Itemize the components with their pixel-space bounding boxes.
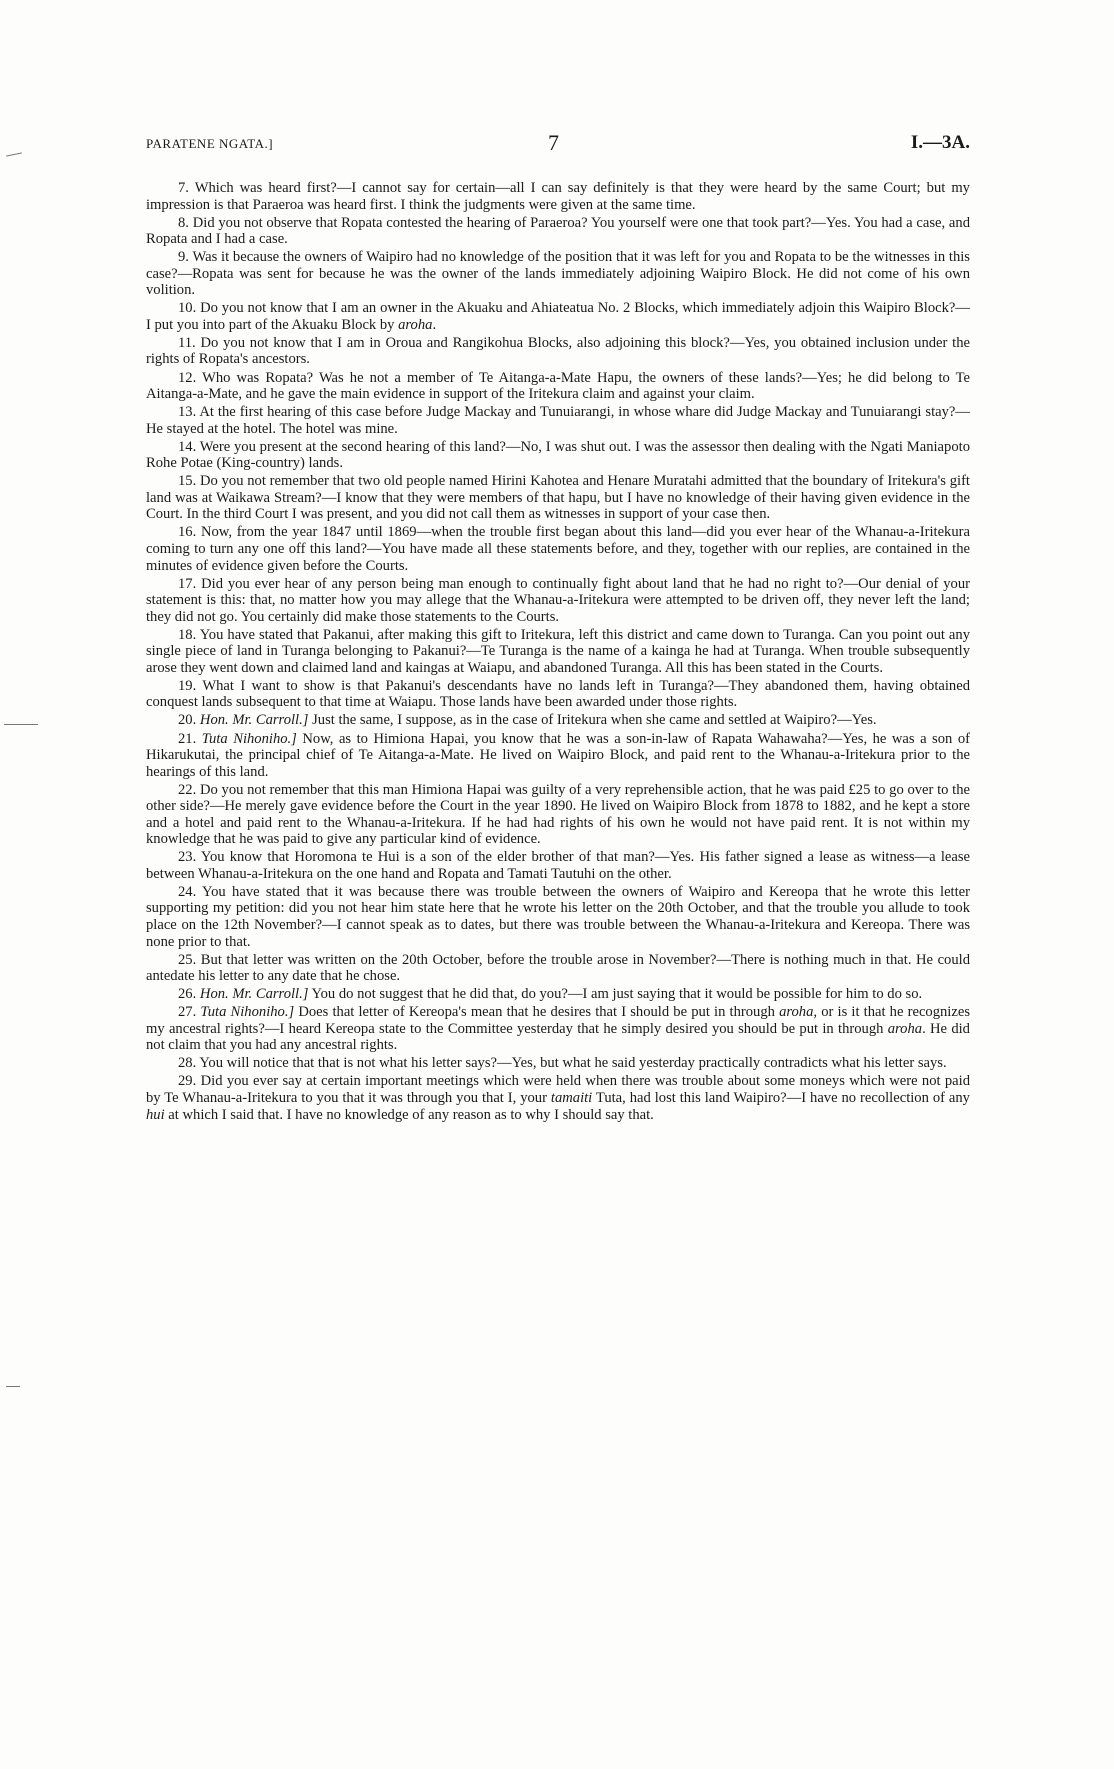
paragraph-19: 19. What I want to show is that Pakanui's descendants have no lands left in Turanga?—They abandoned them, having obtained conquest lands subsequent to that time at Waiapu. Those lands have been awarded under those rights. bbox=[146, 677, 971, 711]
paragraph-22: 22. Do you not remember that this man Himiona Hapai was guilty of a very reprehensible action, that he was paid £25 to go over to the other side?—He merely gave evidence before the Court in the year 1890. He lived on Waipiro Block from 1878 to 1882, and he kept a store and a hotel and paid rent to the Whanau-a-Iritekura. If he had had rights of his own he would not have paid rent. It is not within my knowledge that he was paid to give any particular kind of evidence. bbox=[146, 781, 970, 848]
paragraph-24: 24. You have stated that it was because there was trouble between the owners of Waipiro and Kereopa that he wrote this letter supporting my petition: did you not hear him state here that he wrote his letter on the 20th October, and that the trouble you allude to took place on the 12th November?—I cannot speak as to dates, but there was trouble between the Whanau-a-Iritekura and Kereopa. There was none prior to that. bbox=[146, 883, 970, 950]
paragraph-18: 18. You have stated that Pakanui, after making this gift to Iritekura, left this district and came down to Turanga. Can you point out any single piece of land in Turanga belonging to Pakanui?—Te Turanga is the name of a kainga he had at Turanga. When trouble subsequently arose they went down and claimed land and kaingas at Waiapu, and abandoned Turanga. All this has been stated in the Courts. bbox=[146, 626, 971, 676]
document-body bbox=[146, 180, 970, 1125]
page-header bbox=[146, 130, 970, 154]
speaker-label: Hon. Mr. Carroll.] bbox=[199, 712, 309, 729]
paragraph-10: 10. Do you not know that I am an owner in the Akuaku and Ahiateatua No. 2 Blocks, which immediately adjoin this Waipiro Block?—I put you into part of the Akuaku Block by aroha. bbox=[146, 300, 970, 333]
paragraph-14: 14. Were you present at the second hearing of this land?—No, I was shut out. I was the assessor then dealing with the Ngati Maniapoto Rohe Potae (King-country) lands. bbox=[146, 438, 970, 472]
speaker-label: Tuta Nihoniho.] bbox=[201, 730, 297, 747]
margin-mark bbox=[4, 724, 38, 725]
paragraph-8: 8. Did you not observe that Ropata contested the hearing of Paraeroa? You yourself were one that took part?—Yes. You had a case, and Ropata and I had a case. bbox=[146, 214, 970, 248]
paragraph-12: 12. Who was Ropata? Was he not a member of Te Aitanga-a-Mate Hapu, the owners of these lands?—Yes; he did belong to Te Aitanga-a-Mate, and he gave the main evidence in support of the Iritekura claim and against your claim. bbox=[146, 369, 970, 403]
document-reference: I.—3A. bbox=[910, 132, 970, 153]
paragraph-29: 29. Did you ever say at certain important meetings which were held when there was trouble about some moneys which were not paid by Te Whanau-a-Iritekura to you that it was through you that I, your tamaiti Tuta, had lost this land Waipiro?—I have no recollection of any hui at which I said that. I have no knowledge of any reason as to why I should say that. bbox=[146, 1073, 970, 1123]
paragraph-23: 23. You know that Horomona te Hui is a son of the elder brother of that man?—Yes. His father signed a lease as witness—a lease between Whanau-a-Iritekura on the one hand and Ropata and Tamati Tautuhi on the other. bbox=[146, 849, 970, 882]
paragraph-21: 21. Tuta Nihoniho.] Now, as to Himiona Hapai, you know that he was a son-in-law of Rapata Wahawaha?—Yes, he was a son of Hikarukutai, the principal chief of Te Aitanga-a-Mate. He lived on Waipiro Block, and paid rent to the Whanau-a-Iritekura prior to the hearings of this land. bbox=[146, 730, 970, 780]
paragraph-7: 7. Which was heard first?—I cannot say for certain—all I can say definitely is that they were heard by the same Court; but my impression is that Paraeroa was heard first. I think the judgments were given at the same time. bbox=[146, 180, 970, 213]
margin-mark bbox=[6, 152, 22, 156]
paragraph-20: 20. Hon. Mr. Carroll.] Just the same, I suppose, as in the case of Iritekura when she came and settled at Waipiro?—Yes. bbox=[178, 712, 877, 729]
page-number: 7 bbox=[548, 130, 559, 155]
paragraph-16: 16. Now, from the year 1847 until 1869—when the trouble first began about this land—did you ever hear of the Whanau-a-Iritekura coming to turn any one off this land?—You have made all these statements before, and they, together with our replies, are contained in the minutes of evidence given before the Courts. bbox=[146, 524, 970, 574]
paragraph-25: 25. But that letter was written on the 20th October, before the trouble arose in November?—There is nothing much in that. He could antedate his letter to any date that he chose. bbox=[146, 951, 970, 985]
paragraph-27: 27. Tuta Nihoniho.] Does that letter of Kereopa's mean that he desires that I should be put in through aroha, or is it that he recognizes my ancestral rights?—I heard Kereopa state to the Committee yesterday that he simply desired you should be put in through aroha. He did not claim that you had any ancestral rights. bbox=[146, 1004, 970, 1054]
paragraph-13: 13. At the first hearing of this case before Judge Mackay and Tunuiarangi, in whose whare did Judge Mackay and Tunuiarangi stay?—He stayed at the hotel. The hotel was mine. bbox=[146, 404, 970, 437]
paragraph-26: 26. Hon. Mr. Carroll.] You do not suggest that he did that, do you?—I am just saying that it would be possible for him to do so. bbox=[178, 986, 923, 1003]
paragraph-17: 17. Did you ever hear of any person being man enough to continually fight about land that he had no right to?—Our denial of your statement is this: that, no matter how you may allege that the Whanau-a-Iritekura were attempted to be driven off, they never left the land; they did not go. You certainly did make those statements to the Courts. bbox=[146, 575, 970, 625]
speaker-label: Hon. Mr. Carroll.] bbox=[199, 986, 309, 1003]
paragraph-15: 15. Do you not remember that two old people named Hirini Kahotea and Henare Muratahi admitted that the boundary of Iritekura's gift land was at Waikawa Stream?—I know that they were members of that hapu, but I have no knowledge of their having given evidence in the Court. In the third Court I was present, and you did not call them as witnesses in support of your case then. bbox=[146, 473, 970, 523]
header-section-title: PARATENE NGATA.] bbox=[146, 136, 274, 151]
speaker-label: Tuta Nihoniho.] bbox=[200, 1004, 295, 1021]
paragraph-28: 28. You will notice that that is not what his letter says?—Yes, but what he said yesterday practically contradicts what his letter says. bbox=[178, 1055, 947, 1072]
margin-mark bbox=[6, 1386, 20, 1387]
paragraph-11: 11. Do you not know that I am in Oroua and Rangikohua Blocks, also adjoining this block?—Yes, you obtained inclusion under the rights of Ropata's ancestors. bbox=[146, 334, 970, 368]
paragraph-9: 9. Was it because the owners of Waipiro had no knowledge of the position that it was left for you and Ropata to be the witnesses in this case?—Ropata was sent for because he was the owner of the lands immediately adjoining Waipiro Block. He did not come of his own volition. bbox=[146, 249, 970, 299]
